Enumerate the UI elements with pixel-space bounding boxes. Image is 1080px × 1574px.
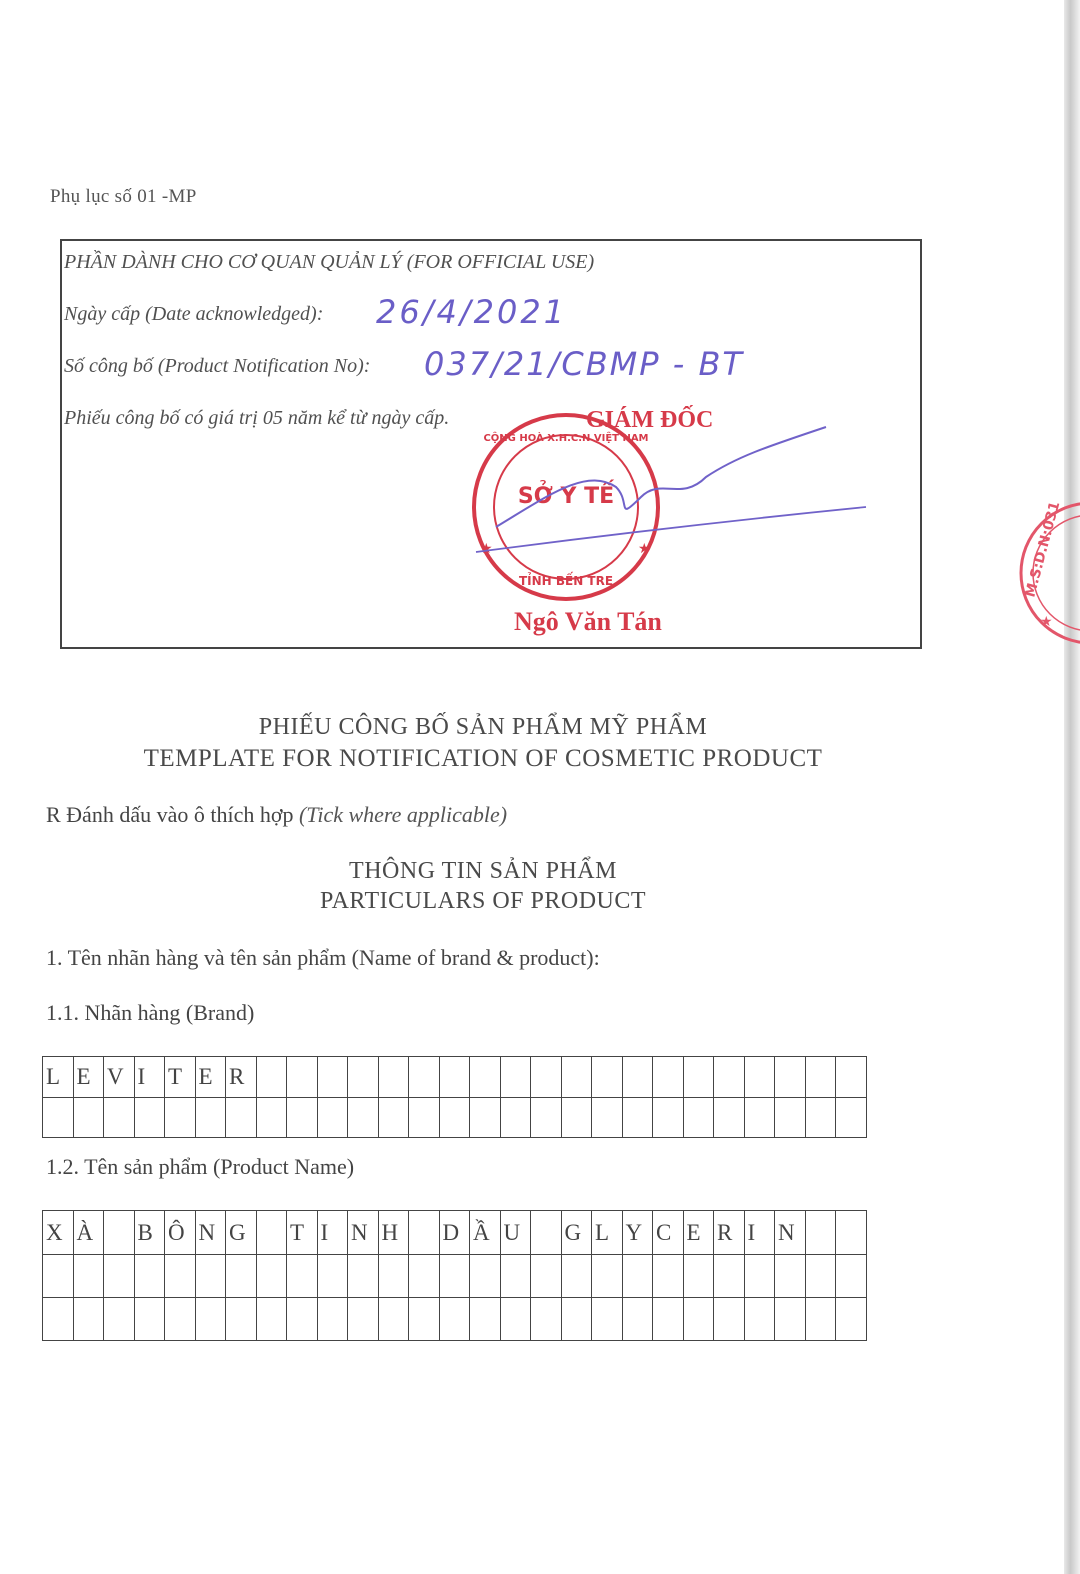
product-grid-cell: E [683, 1211, 714, 1255]
product-grid-cell [805, 1211, 836, 1255]
brand-grid-cell [561, 1057, 592, 1098]
brand-grid-cell [165, 1098, 196, 1138]
product-grid-cell: I [744, 1211, 775, 1255]
brand-grid-cell [592, 1098, 623, 1138]
brand-grid-cell [470, 1098, 501, 1138]
brand-grid-cell: I [134, 1057, 165, 1098]
tick-note [46, 802, 507, 828]
product-grid-cell [622, 1298, 653, 1341]
stamp-center-text: SỞ Y TẾ [517, 484, 615, 509]
brand-grid-cell [561, 1098, 592, 1138]
product-grid-cell [287, 1298, 318, 1341]
question-1-2: 1.2. Tên sản phẩm (Product Name) [46, 1154, 355, 1179]
product-grid-row [43, 1298, 867, 1341]
tick-note-vi: R Đánh dấu vào ô thích hợp [46, 802, 294, 827]
product-grid-cell [561, 1255, 592, 1298]
brand-grid-cell [531, 1098, 562, 1138]
official-use-box [60, 239, 922, 649]
product-grid-cell [43, 1298, 74, 1341]
product-grid-cell: À [73, 1211, 104, 1255]
product-grid-cell [653, 1255, 684, 1298]
product-grid-cell [714, 1298, 745, 1341]
brand-grid-cell [439, 1057, 470, 1098]
product-name-grid [42, 1210, 867, 1341]
brand-grid-cell: T [165, 1057, 196, 1098]
brand-grid-cell [836, 1057, 867, 1098]
edge-stamp-text: M.S:D.N:031 [1022, 499, 1064, 600]
product-grid-cell [592, 1255, 623, 1298]
product-grid-cell [73, 1255, 104, 1298]
notification-number-value: 037/21/CBMP - BT [424, 345, 744, 383]
brand-grid [42, 1056, 867, 1138]
product-grid-cell [317, 1255, 348, 1298]
brand-grid-cell [226, 1098, 257, 1138]
product-grid-cell [531, 1298, 562, 1341]
brand-grid-cell [439, 1098, 470, 1138]
product-grid-cell: Y [622, 1211, 653, 1255]
brand-grid-cell [134, 1098, 165, 1138]
section-title-vi: THÔNG TIN SẢN PHẨM [349, 858, 617, 884]
product-grid-cell: X [43, 1211, 74, 1255]
product-grid-cell: G [561, 1211, 592, 1255]
product-grid-cell [195, 1298, 226, 1341]
brand-grid-row [43, 1098, 867, 1138]
brand-grid-cell: R [226, 1057, 257, 1098]
product-grid-cell: Ô [165, 1211, 196, 1255]
product-grid-cell [348, 1255, 379, 1298]
signer-title: GIÁM ĐỐC [586, 407, 714, 433]
brand-grid-cell [683, 1057, 714, 1098]
product-grid-cell [256, 1298, 287, 1341]
product-grid-cell [73, 1298, 104, 1341]
product-grid-cell [714, 1255, 745, 1298]
product-grid-cell [775, 1255, 806, 1298]
product-grid-cell [683, 1298, 714, 1341]
section-title-en: PARTICULARS OF PRODUCT [319, 888, 647, 914]
brand-grid-cell [317, 1098, 348, 1138]
brand-grid-cell [653, 1098, 684, 1138]
brand-grid-cell [317, 1057, 348, 1098]
brand-grid-cell [775, 1057, 806, 1098]
brand-grid-cell [714, 1098, 745, 1138]
product-grid-row [43, 1255, 867, 1298]
brand-grid-cell [104, 1098, 135, 1138]
product-grid-cell: G [226, 1211, 257, 1255]
svg-text:★: ★ [638, 542, 651, 557]
product-grid-cell [836, 1298, 867, 1341]
validity-note: Phiếu công bố có giá trị 05 năm kể từ ngày cấp. [64, 407, 450, 429]
product-grid-cell [409, 1211, 440, 1255]
signer-name: Ngô Văn Tán [514, 607, 662, 636]
product-grid-cell: C [653, 1211, 684, 1255]
question-1-1: 1.1. Nhãn hàng (Brand) [46, 1000, 255, 1025]
product-grid-cell [256, 1211, 287, 1255]
product-grid-cell [43, 1255, 74, 1298]
product-grid-cell [500, 1298, 531, 1341]
product-grid-cell [134, 1298, 165, 1341]
product-grid-cell [134, 1255, 165, 1298]
brand-grid-cell [378, 1098, 409, 1138]
product-grid-cell [287, 1255, 318, 1298]
product-grid-cell [104, 1298, 135, 1341]
product-grid-cell: R [714, 1211, 745, 1255]
tick-note-en: (Tick where applicable) [298, 802, 508, 827]
brand-grid-cell [592, 1057, 623, 1098]
brand-grid-cell [714, 1057, 745, 1098]
form-title-vi: PHIẾU CÔNG BỐ SẢN PHẨM MỸ PHẨM [258, 714, 708, 740]
brand-grid-cell: L [43, 1057, 74, 1098]
brand-grid-cell [470, 1057, 501, 1098]
form-title-en: TEMPLATE FOR NOTIFICATION OF COSMETIC PRODUCT [143, 745, 823, 772]
product-grid-cell [256, 1255, 287, 1298]
product-grid-cell [531, 1255, 562, 1298]
product-grid-cell [378, 1298, 409, 1341]
product-grid-cell: D [439, 1211, 470, 1255]
product-grid-cell [470, 1298, 501, 1341]
stamp-ring-text: CỘNG HOÀ X.H.C.N VIỆT NAM [483, 433, 649, 444]
product-grid-cell [317, 1298, 348, 1341]
brand-grid-cell [622, 1057, 653, 1098]
brand-grid-cell [409, 1057, 440, 1098]
date-acknowledged-value: 26/4/2021 [376, 293, 568, 331]
product-grid-cell [409, 1255, 440, 1298]
product-grid-cell [744, 1255, 775, 1298]
product-grid-cell [409, 1298, 440, 1341]
brand-grid-cell [256, 1057, 287, 1098]
product-grid-cell [378, 1255, 409, 1298]
svg-text:★: ★ [480, 542, 493, 557]
edge-stamp [1016, 488, 1080, 658]
brand-grid-cell [531, 1057, 562, 1098]
question-1: 1. Tên nhãn hàng và tên sản phẩm (Name of brand & product): [46, 945, 600, 970]
brand-grid-cell [73, 1098, 104, 1138]
product-grid-cell [165, 1298, 196, 1341]
brand-grid-cell [256, 1098, 287, 1138]
product-grid-cell [561, 1298, 592, 1341]
product-grid-row [43, 1211, 867, 1255]
brand-grid-cell [409, 1098, 440, 1138]
brand-grid-cell [653, 1057, 684, 1098]
brand-grid-cell [836, 1098, 867, 1138]
brand-grid-cell [348, 1057, 379, 1098]
brand-grid-cell [500, 1057, 531, 1098]
brand-grid-row [43, 1057, 867, 1098]
product-grid-cell [226, 1298, 257, 1341]
product-grid-cell [805, 1255, 836, 1298]
appendix-label: Phụ lục số 01 -MP [50, 186, 197, 207]
product-grid-cell [500, 1255, 531, 1298]
product-grid-cell: H [378, 1211, 409, 1255]
official-use-header: PHẦN DÀNH CHO CƠ QUAN QUẢN LÝ (FOR OFFICIAL USE) [64, 251, 595, 273]
brand-grid-cell [287, 1057, 318, 1098]
brand-grid-cell [775, 1098, 806, 1138]
product-grid-cell [683, 1255, 714, 1298]
brand-grid-cell [287, 1098, 318, 1138]
brand-grid-cell [805, 1098, 836, 1138]
product-grid-cell [744, 1298, 775, 1341]
product-grid-cell [439, 1255, 470, 1298]
product-grid-cell [104, 1255, 135, 1298]
product-grid-cell [165, 1255, 196, 1298]
product-grid-cell [836, 1211, 867, 1255]
product-grid-cell [226, 1255, 257, 1298]
product-grid-cell [348, 1298, 379, 1341]
brand-grid-cell [43, 1098, 74, 1138]
product-grid-cell [531, 1211, 562, 1255]
product-grid-cell: L [592, 1211, 623, 1255]
product-grid-cell [836, 1255, 867, 1298]
product-grid-cell [622, 1255, 653, 1298]
brand-grid-cell [744, 1057, 775, 1098]
brand-grid-cell [348, 1098, 379, 1138]
product-grid-cell [195, 1255, 226, 1298]
product-grid-cell: Ầ [470, 1211, 501, 1255]
product-grid-cell [439, 1298, 470, 1341]
product-grid-cell: N [195, 1211, 226, 1255]
brand-grid-cell [195, 1098, 226, 1138]
brand-grid-cell [378, 1057, 409, 1098]
brand-grid-cell [683, 1098, 714, 1138]
date-acknowledged-label: Ngày cấp (Date acknowledged): [64, 303, 324, 325]
product-grid-cell: T [287, 1211, 318, 1255]
brand-grid-cell [744, 1098, 775, 1138]
product-grid-cell: U [500, 1211, 531, 1255]
brand-grid-cell [805, 1057, 836, 1098]
brand-grid-cell: E [195, 1057, 226, 1098]
stamp-bottom-text: TỈNH BẾN TRE [518, 574, 614, 588]
brand-grid-cell: V [104, 1057, 135, 1098]
product-grid-cell: I [317, 1211, 348, 1255]
product-grid-cell [775, 1298, 806, 1341]
brand-grid-cell [500, 1098, 531, 1138]
product-grid-cell [592, 1298, 623, 1341]
svg-text:★: ★ [1040, 615, 1053, 630]
product-grid-cell [104, 1211, 135, 1255]
page-edge [1064, 0, 1080, 1574]
brand-grid-cell: E [73, 1057, 104, 1098]
product-grid-cell: B [134, 1211, 165, 1255]
product-grid-cell [805, 1298, 836, 1341]
product-grid-cell: N [348, 1211, 379, 1255]
product-grid-cell [653, 1298, 684, 1341]
brand-grid-cell [622, 1098, 653, 1138]
product-grid-cell: N [775, 1211, 806, 1255]
product-grid-cell [470, 1255, 501, 1298]
notification-number-label: Số công bố (Product Notification No): [64, 355, 371, 377]
